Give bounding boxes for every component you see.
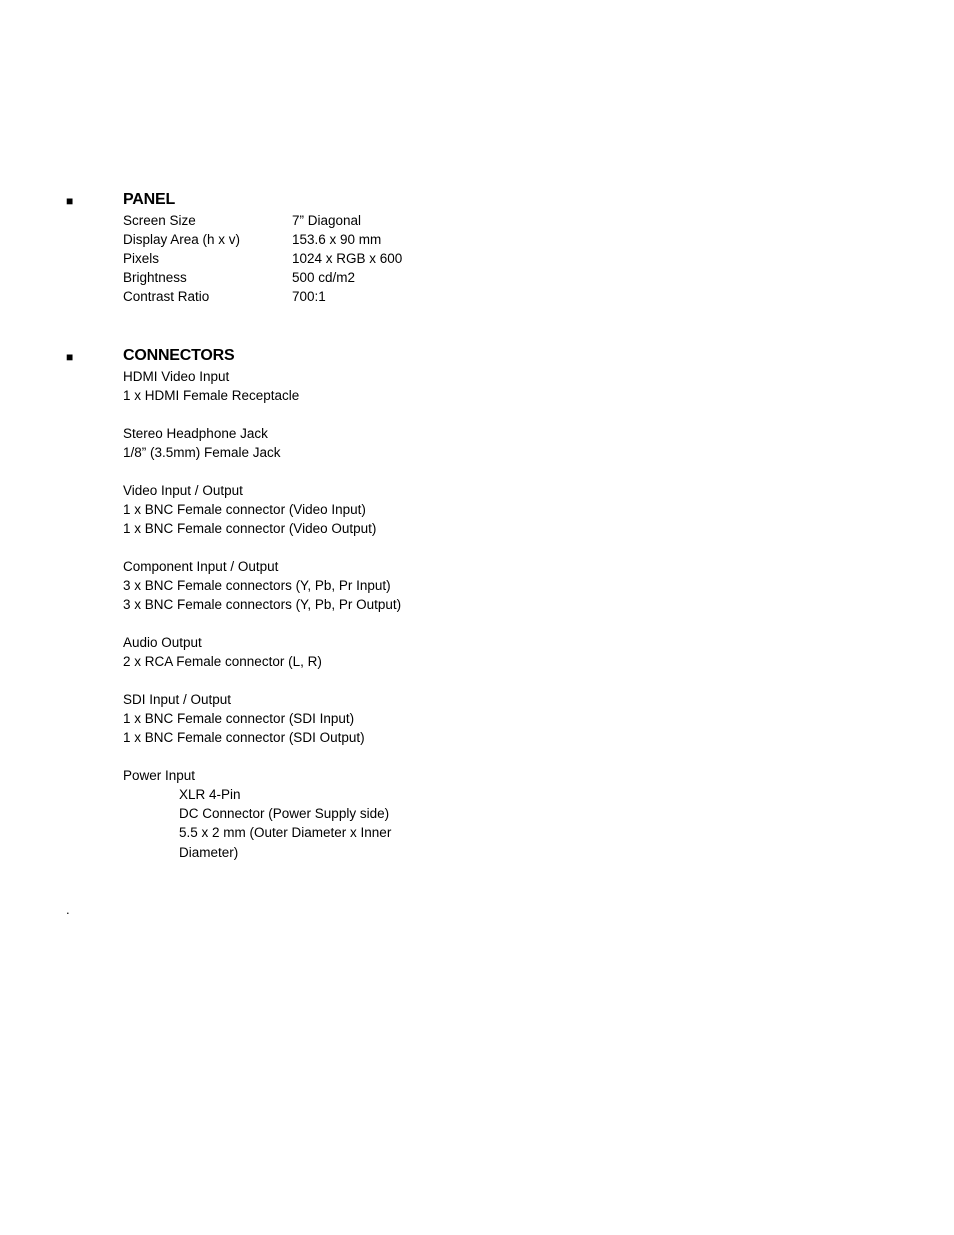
connectors-heading: CONNECTORS	[123, 347, 235, 364]
connectors-bullet: ■	[66, 350, 74, 364]
power-input-title: Power Input	[123, 768, 196, 783]
power-input-line: XLR 4-Pin	[179, 787, 241, 802]
connector-group-title: Component Input / Output	[123, 559, 279, 574]
spec-label-contrast-ratio: Contrast Ratio	[123, 289, 210, 304]
connector-group-line: 1 x HDMI Female Receptacle	[123, 388, 300, 403]
connector-group-line: 2 x RCA Female connector (L, R)	[123, 654, 322, 669]
panel-heading: PANEL	[123, 191, 176, 208]
spec-label-brightness: Brightness	[123, 270, 187, 285]
power-input-line: DC Connector (Power Supply side)	[179, 806, 390, 821]
spec-label-screen-size: Screen Size	[123, 213, 196, 228]
spec-value-brightness: 500 cd/m2	[292, 270, 356, 285]
panel-bullet: ■	[66, 194, 74, 208]
connector-group-title: HDMI Video Input	[123, 369, 230, 384]
connector-group-line: 3 x BNC Female connectors (Y, Pb, Pr Input)	[123, 578, 391, 593]
connector-group-line: 1 x BNC Female connector (SDI Input)	[123, 711, 355, 726]
spec-value-pixels: 1024 x RGB x 600	[292, 251, 403, 266]
connector-group-line: 1/8” (3.5mm) Female Jack	[123, 445, 281, 460]
spec-label-display-area: Display Area (h x v)	[123, 232, 241, 247]
connector-group-line: 1 x BNC Female connector (Video Output)	[123, 521, 377, 536]
trailing-period: .	[66, 902, 70, 917]
spec-value-screen-size: 7” Diagonal	[292, 213, 362, 228]
connector-group-title: SDI Input / Output	[123, 692, 232, 707]
power-input-line: Diameter)	[179, 845, 239, 860]
connector-group-title: Audio Output	[123, 635, 202, 650]
connector-group-title: Stereo Headphone Jack	[123, 426, 268, 441]
spec-value-display-area: 153.6 x 90 mm	[292, 232, 382, 247]
connector-group-line: 3 x BNC Female connectors (Y, Pb, Pr Output)	[123, 597, 402, 612]
spec-value-contrast-ratio: 700:1	[292, 289, 326, 304]
power-input-line: 5.5 x 2 mm (Outer Diameter x Inner	[179, 825, 392, 840]
connector-group-line: 1 x BNC Female connector (Video Input)	[123, 502, 366, 517]
connector-group-title: Video Input / Output	[123, 483, 243, 498]
spec-label-pixels: Pixels	[123, 251, 160, 266]
connector-group-line: 1 x BNC Female connector (SDI Output)	[123, 730, 365, 745]
